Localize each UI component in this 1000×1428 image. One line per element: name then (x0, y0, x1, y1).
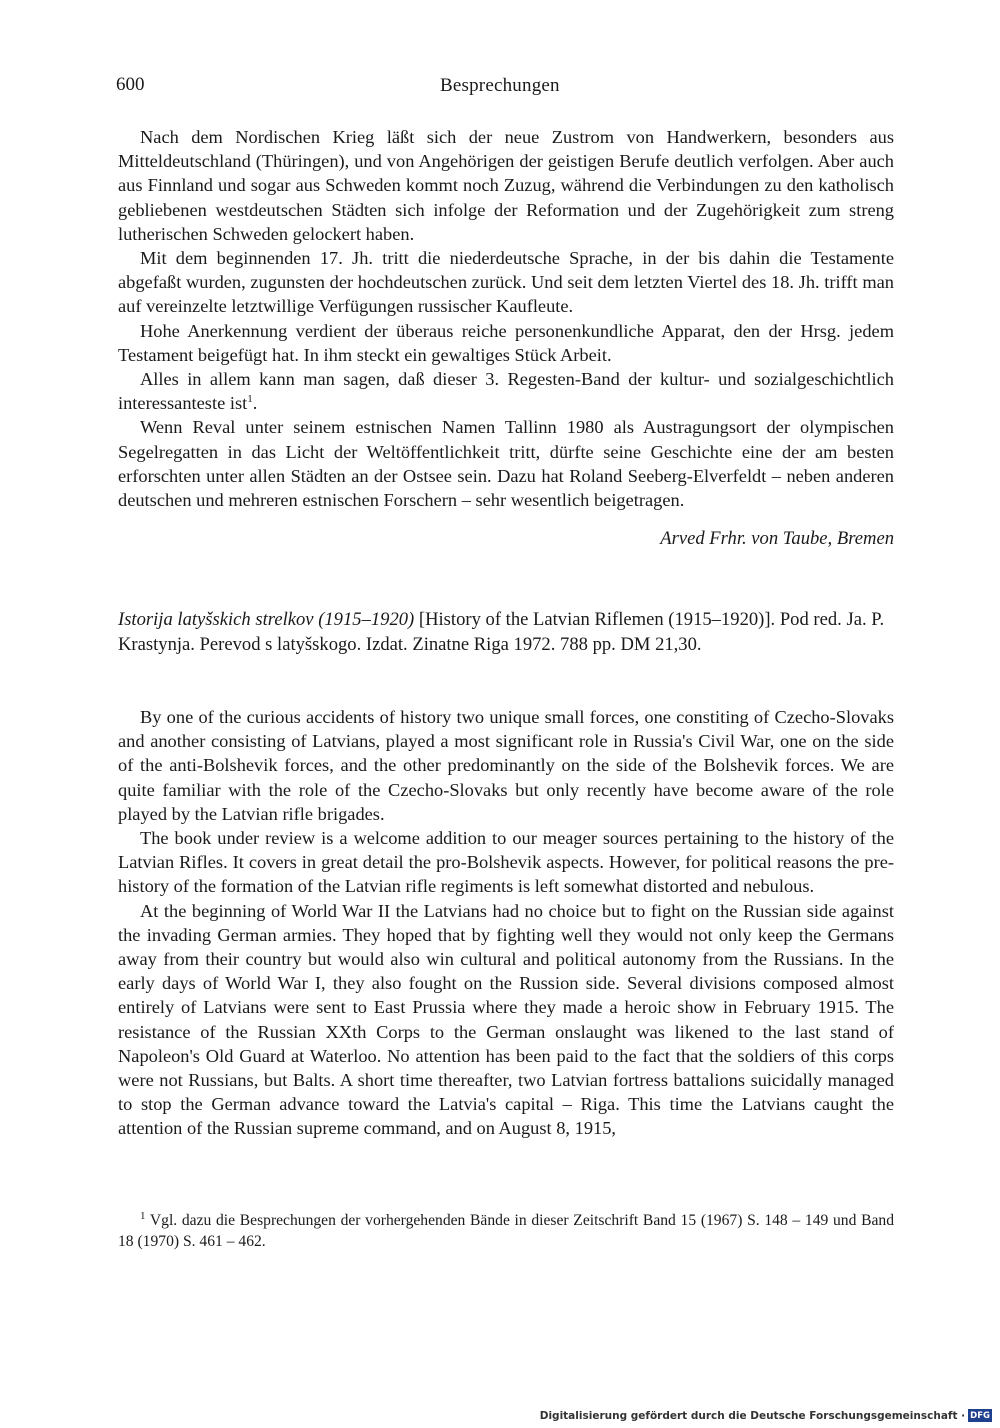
footnote-reference: 1 (247, 393, 253, 406)
footnote-mark: 1 (140, 1209, 146, 1222)
book-details: [History of the Latvian Riflemen (1915–1920)]. Pod red. Ja. P. Krastynja. Perevod s latyšskogo. Izdat. Zinatne Riga 1972. 788 pp. DM 21,30. (118, 609, 885, 655)
paragraph-text: Alles in allem kann man sagen, daß dieser 3. Regesten-Band der kultur- und sozialgeschichtlich interessanteste ist (118, 369, 894, 414)
review-german-body (118, 125, 894, 512)
book-citation (118, 608, 894, 657)
paragraph: Mit dem beginnenden 17. Jh. tritt die niederdeutsche Sprache, in der bis dahin die Testamente abgefaßt wurden, zugunsten der hochdeutschen zurück. Und seit dem letzten Viertel des 18. Jh. trifft man auf vereinzelte letztwillige Verfügungen russischer Kaufleute. (118, 248, 894, 317)
paragraph: At the beginning of World War II the Latvians had no choice but to fight on the Russian side against the invading German armies. They hoped that by fighting well they would not only keep the Germans away from their country but would also win cultural and political autonomy from the Russians. In the early days of World War I, they also fought on the Russion side. Several divisions composed almost entirely of Latvians were sent to East Prussia where they made a heroic show in February 1915. The resistance of the Russian XXth Corps to the German onslaught was likened to the last stand of Napoleon's Old Guard at Waterloo. No attention has been paid to the fact that the soldiers of this corps were not Russians, but Balts. A short time thereafter, two Latvian fortress battalions suicidally managed to stop the German advance toward the Latvia's capital – Riga. This time the Latvians caught the attention of the Russian supreme command, and on August 8, 1915, (118, 900, 894, 1139)
funding-text: Digitalisierung gefördert durch die Deutsche Forschungsgemeinschaft · (539, 1409, 966, 1422)
running-head: Besprechungen (440, 75, 560, 96)
footnote-content: Vgl. dazu die Besprechungen der vorhergehenden Bände in dieser Zeitschrift Band 15 (1967) S. 148 – 149 und Band 18 (1970) S. 461 – 462. (118, 1212, 894, 1250)
paragraph (118, 367, 894, 415)
paragraph: By one of the curious accidents of history two unique small forces, one constiting of Czecho-Slovaks and another consisting of Latvians, played a most significant role in Russia's Civil War, one on the side of the anti-Bolshevik forces, and the other predominantly on the side of the Bolshevik forces. We are quite familiar with the role of the Czecho-Slovaks but only recently have become aware of the role played by the Latvian rifle brigades. (118, 707, 894, 824)
review-english-body (118, 705, 894, 1141)
book-title: Istorija latyšskich strelkov (1915–1920) (118, 609, 415, 630)
funding-notice (540, 1409, 992, 1422)
dfg-logo-icon: DFG (970, 1410, 990, 1421)
paragraph: The book under review is a welcome addition to our meager sources pertaining to the history of the Latvian Rifles. It covers in great detail the pro-Bolshevik aspects. However, for political reasons the pre-history of the formation of the Latvian rifle regiments is left somewhat distorted and nebulous. (118, 828, 894, 897)
paragraph: Hohe Anerkennung verdient der überaus reiche personenkundliche Apparat, den der Hrsg. jedem Testament beigefügt hat. In ihm steckt ein gewaltiges Stück Arbeit. (118, 320, 894, 365)
footnote-text (118, 1210, 894, 1252)
paragraph: Wenn Reval unter seinem estnischen Namen Tallinn 1980 als Austragungsort der olympischen Segelregatten in das Licht der Weltöffentlichkeit tritt, dürfte seine Geschichte eine der am besten erforschten unter allen Städten an der Ostsee sein. Dazu hat Roland Seeberg-Elverfeldt – neben anderen deutschen und mehreren estnischen Forschern – sehr wesentlich beigetragen. (118, 417, 894, 511)
paragraph-end: . (252, 393, 258, 414)
paragraph: Nach dem Nordischen Krieg läßt sich der neue Zustrom von Handwerkern, besonders aus Mitteldeutschland (Thüringen), und von Angehörigen der geistigen Berufe deutlich verfolgen. Aber auch aus Finnland und sogar aus Schweden kommt noch Zuzug, während die Verbindungen zu den katholisch gebliebenen westdeutschen Städten sich infolge der Reformation und der Zugehörigkeit zum streng lutherischen Schweden gelockert haben. (118, 127, 894, 244)
reviewer-signature: Arved Frhr. von Taube, Bremen (660, 528, 894, 549)
footnote (118, 1210, 894, 1252)
page-number: 600 (116, 74, 145, 95)
